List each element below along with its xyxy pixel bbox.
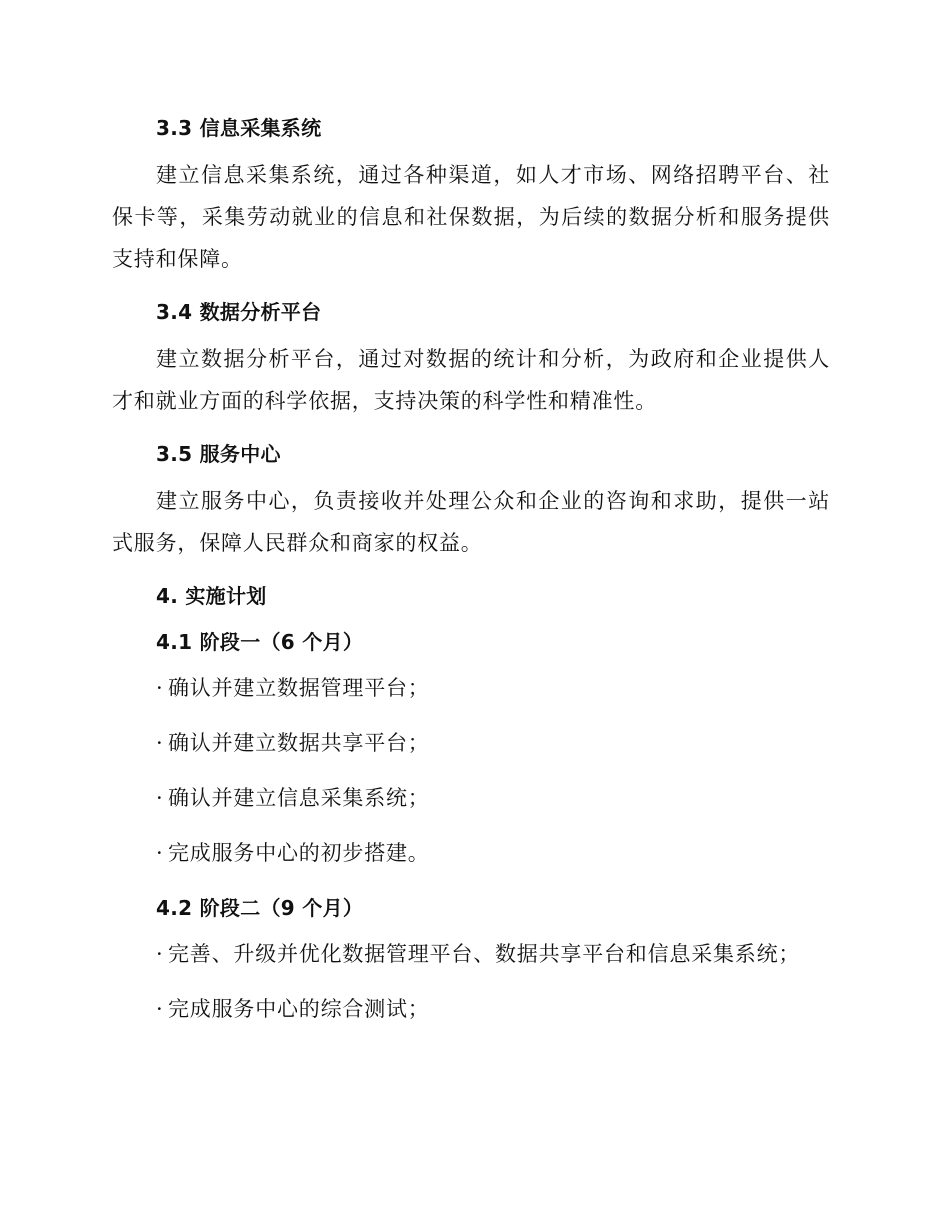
list-item-text: 确认并建立信息采集系统； (168, 786, 430, 810)
section-heading-4-2: 4.2 阶段二（9 个月） (156, 896, 364, 920)
list-item-text: 确认并建立数据共享平台； (168, 731, 430, 755)
section-paragraph-3-4: 建立数据分析平台，通过对数据的统计和分析，为政府和企业提供人才和就业方面的科学依据，支持决策的科学性和精准性。 (112, 347, 830, 413)
section-heading-3-4: 3.4 数据分析平台 (156, 300, 322, 324)
bullet-icon: · (156, 731, 164, 755)
list-item (156, 668, 830, 708)
list-item (156, 778, 830, 818)
list-item-text: 完成服务中心的综合测试； (168, 997, 430, 1021)
section-heading-3-3: 3.3 信息采集系统 (156, 116, 322, 140)
section-paragraph-3-5: 建立服务中心，负责接收并处理公众和企业的咨询和求助，提供一站式服务，保障人民群众和商家的权益。 (112, 489, 830, 555)
list-item-text: 完善、升级并优化数据管理平台、数据共享平台和信息采集系统； (168, 942, 801, 966)
list-item-text: 确认并建立数据管理平台； (168, 676, 430, 700)
list-item (156, 934, 830, 974)
list-item (156, 989, 830, 1029)
bullet-icon: · (156, 841, 164, 865)
list-item-text: 完成服务中心的初步搭建。 (168, 841, 430, 865)
bullet-icon: · (156, 786, 164, 810)
section-paragraph-3-3: 建立信息采集系统，通过各种渠道，如人才市场、网络招聘平台、社保卡等，采集劳动就业的信息和社保数据，为后续的数据分析和服务提供支持和保障。 (112, 163, 830, 271)
list-item (156, 833, 830, 873)
bullet-icon: · (156, 942, 164, 966)
document-body (112, 108, 830, 1044)
bullet-icon: · (156, 676, 164, 700)
list-item (156, 723, 830, 763)
section-heading-4: 4. 实施计划 (156, 584, 267, 608)
section-heading-3-5: 3.5 服务中心 (156, 442, 281, 466)
section-heading-4-1: 4.1 阶段一（6 个月） (156, 630, 364, 654)
bullet-icon: · (156, 997, 164, 1021)
